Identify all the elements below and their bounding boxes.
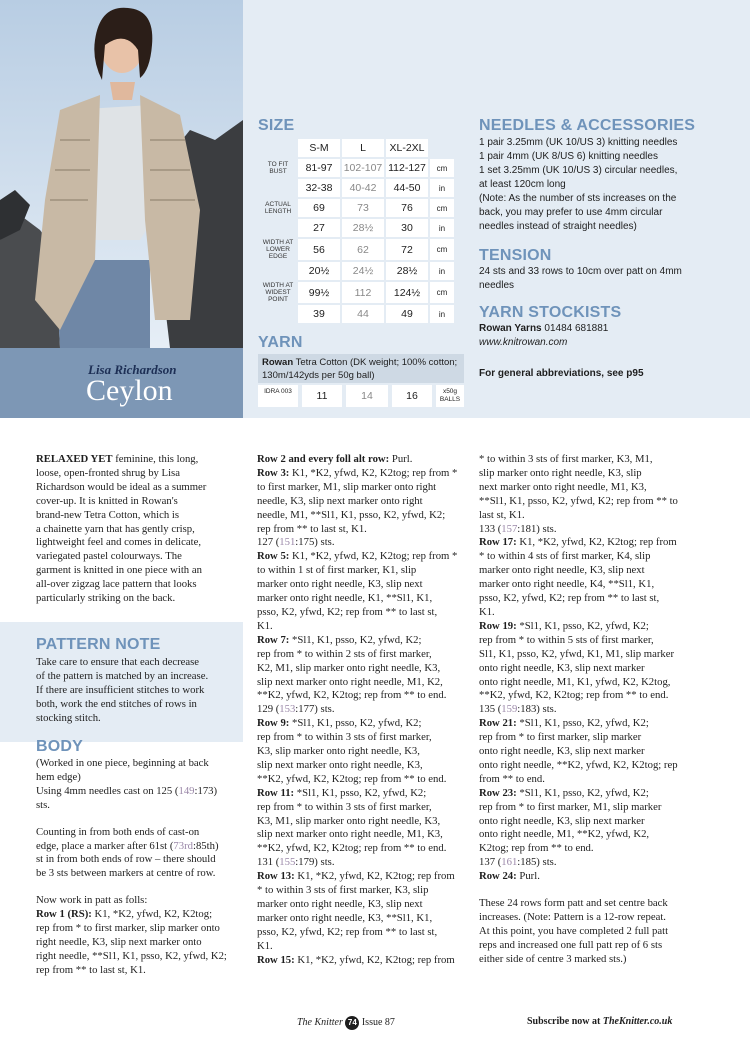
pattern-line [257,523,469,537]
size-l-value: 153 [279,703,296,716]
column-2 [257,453,469,968]
pattern-title: Ceylon [86,374,173,407]
pattern-text: next marker onto right needle, M1, K3, [479,480,647,493]
size-value: 99½ [298,282,340,303]
needles-heading: NEEDLES & ACCESSORIES [479,117,696,134]
size-l-value: 155 [279,856,296,869]
pattern-text: **K2, yfwd, K2, K2tog; rep from ** to end. [257,842,447,855]
size-l-value: 159 [501,703,518,716]
subscribe-text: Subscribe now at [527,1016,601,1027]
pattern-text: to first marker, M1, slip marker onto right [257,480,437,493]
pattern-text: 135 ( [479,703,502,716]
body-line: be 3 sts between markers at centre of row. [36,867,216,880]
pattern-text: rep from * to within 5 sts of first marker, [479,633,654,646]
size-value: 44-50 [386,179,428,197]
needles-line: needles instead of straight needles) [479,221,637,232]
unit: in [430,262,454,280]
pattern-text: *Sl1, K1, psso, K2, yfwd, K2; [289,633,422,646]
size-table [258,137,456,325]
pattern-line [257,954,469,968]
pattern-line [257,689,469,703]
pattern-text: K1. [257,939,273,952]
pattern-text: from ** to end. [479,772,545,785]
pattern-text: K3, M1, slip marker onto right needle, K3, [257,814,441,827]
footer-subscribe [527,1016,672,1027]
intro-line: particularly striking on the back. [36,592,176,605]
note-line: stocking stitch. [36,711,101,724]
pattern-text: *Sl1, K1, psso, K2, yfwd, K2; [516,619,649,632]
row-label: Row 7: [257,633,290,646]
size-value: 28½ [386,262,428,280]
pattern-line [257,801,469,815]
yarn-qty: 16 [392,385,432,407]
stockists-heading: YARN STOCKISTS [479,304,622,321]
size-value: 124½ [386,282,428,303]
row-label [260,305,296,323]
pattern-line [479,564,694,578]
pattern-line [479,787,694,801]
size-l-value: 73rd [173,839,193,852]
pattern-line [479,717,694,731]
pattern-line [479,606,694,620]
pattern-text: slip next marker onto right needle, M1, K2, [257,675,443,688]
size-value: 44 [342,305,384,323]
pattern-text: K3, slip marker onto right needle, K3, [257,745,420,758]
pattern-line [479,523,694,537]
pattern-text: onto right needle, K3, slip next marker [479,745,645,758]
pattern-text: rep from * to first marker, slip marker [479,731,642,744]
pattern-line [479,620,694,634]
stockist-phone: 01484 681881 [544,323,609,334]
pattern-text: K1, *K2, yfwd, K2, K2tog; rep from [294,953,455,966]
pattern-text: K1, *K2, yfwd, K2, K2tog; rep from [516,536,677,549]
pattern-text: *Sl1, K1, psso, K2, yfwd, K2; [516,786,649,799]
intro-line: cover-up. It is knitted in Rowan's [36,494,178,507]
body-line: K1, *K2, yfwd, K2, K2tog; [91,908,213,921]
pattern-text: rep from ** to last st, K1. [257,522,367,535]
pattern-text: :177) sts. [295,703,335,716]
pattern-line [257,759,469,773]
body-line: hem edge) [36,770,81,783]
pattern-text: slip next marker onto right needle, K3, [257,758,423,771]
pattern-line [479,648,694,662]
size-value: 32-38 [298,179,340,197]
unit: cm [430,282,454,303]
needles-line: 1 set 3.25mm (UK 10/US 3) circular needles, [479,165,678,176]
body-marker: :85th) [192,839,219,852]
pattern-text: Purl. [389,453,413,465]
pattern-line [479,745,694,759]
pattern-line [257,856,469,870]
pattern-text: onto right needle, M1, K1, yfwd, K2, K2tog, [479,675,671,688]
pattern-text: slip next marker onto right needle, M1, K3, [257,828,443,841]
pattern-line [257,662,469,676]
note-line: If there are insufficient stitches to work [36,683,205,696]
pattern-line [479,801,694,815]
row-label: Row 1 (RS): [36,908,92,921]
unit: in [430,305,454,323]
row-label: Row 17: [479,536,517,549]
pattern-line [479,953,694,967]
pattern-line [257,828,469,842]
pattern-text: onto right needle, M1, **K2, yfwd, K2, [479,828,650,841]
pattern-text: increases. (Note: Pattern is a 12-row repeat. [479,911,666,923]
size-value: 27 [298,219,340,237]
row-label: Row 15: [257,953,295,966]
pattern-text: either side of centre 3 marked sts.) [479,952,627,965]
unit: cm [430,159,454,177]
pattern-text: * to within 3 sts of first marker, K3, slip [257,884,429,897]
pattern-line [479,773,694,787]
body-line: right needle, **Sl1, K1, psso, K2, yfwd, K2; [36,949,227,962]
body-line: (Worked in one piece, beginning at back [36,757,209,769]
pattern-text: last st, K1. [479,508,525,521]
pattern-line [257,495,469,509]
pattern-text: 137 ( [479,856,502,869]
pattern-text: These 24 rows form patt and set centre back [479,897,668,910]
pattern-text: psso, K2, yfwd, K2; rep from ** to last st, [479,592,660,605]
size-value: 112-127 [386,159,428,177]
pattern-text: K1. [479,605,495,618]
site-link[interactable]: TheKnitter.co.uk [602,1016,673,1027]
magazine-name: The Knitter [297,1017,343,1028]
pattern-text: marker onto right needle, K3, slip next [257,898,423,910]
pattern-line [479,550,694,564]
row-label: WIDTH AT LOWER EDGE [262,239,294,260]
photo-illustration [0,0,243,348]
pattern-line [479,703,694,717]
pattern-line [257,634,469,648]
pattern-line [257,787,469,801]
pattern-text: 131 ( [257,856,280,869]
pattern-text: marker onto right needle, K4, **Sl1, K1, [479,578,655,591]
row-label: Row 2 and every foll alt row: [257,453,390,465]
row-label: Row 24: [479,870,517,883]
page-number: 74 [345,1016,359,1030]
pattern-line [257,606,469,620]
note-line: both, work the end stitches of rows in [36,697,197,710]
pattern-text: marker onto right needle, K3, slip next [479,564,645,577]
pattern-text: K2, M1, slip marker onto right needle, K3, [257,661,441,674]
size-header: S-M [298,139,340,157]
abbreviations-note: For general abbreviations, see p95 [479,368,644,379]
pattern-text: marker onto right needle, K3, slip next [257,578,423,591]
size-l-value: 151 [279,536,296,549]
pattern-text: :181) sts. [517,522,557,535]
pattern-line [257,815,469,829]
pattern-line [479,536,694,550]
body-line: st in from both ends of row – there should [36,853,216,866]
pattern-text: * to within 3 sts of first marker, K3, M1, [479,453,653,465]
intro-line: a chainette yarn that has gently crisp, [36,522,195,535]
pattern-text: 133 ( [479,522,502,535]
body-cast-on: :173) [194,784,218,797]
intro-line: all-over zigzag lace pattern that looks [36,578,197,591]
size-value: 40-42 [342,179,384,197]
row-label [260,179,296,197]
pattern-line [257,648,469,662]
tension-line: needles [479,280,515,291]
yarn-detail: Tetra Cotton (DK weight; 100% cotton; 130m/142yds per 50g ball) [262,357,458,381]
pattern-text: Sl1, K1, psso, K2, yfwd, K1, M1, slip marker [479,647,675,660]
size-value: 39 [298,305,340,323]
pattern-line [257,926,469,940]
pattern-line [479,453,694,467]
pattern-text: marker onto right needle, K1, **Sl1, K1, [257,592,433,605]
row-label: Row 19: [479,619,517,632]
pattern-line [257,620,469,634]
stockist-name: Rowan Yarns [479,323,542,334]
size-value: 62 [342,239,384,260]
needles-line: 1 pair 3.25mm (UK 10/US 3) knitting needles [479,137,678,148]
pattern-line [257,745,469,759]
pattern-note-text [36,656,242,726]
footer-magazine [297,1016,395,1030]
pattern-line [257,717,469,731]
pattern-line [257,453,469,467]
stockist-web[interactable]: www.knitrowan.com [479,337,568,348]
row-label: Row 13: [257,870,295,883]
body-heading: BODY [36,738,84,755]
size-value: 30 [386,219,428,237]
pattern-line [479,495,694,509]
unit: cm [430,239,454,260]
pattern-text: needle, M1, **Sl1, K1, psso, K2, yfwd, K2; [257,508,446,521]
pattern-line [479,467,694,481]
row-label [260,219,296,237]
pattern-text: * to within 4 sts of first marker, K4, slip [479,550,651,563]
pattern-line [257,467,469,481]
column-3 [479,453,694,967]
pattern-text: K2tog; rep from ** to end. [479,842,594,855]
pattern-line [257,912,469,926]
intro-text [36,453,242,606]
pattern-text: *Sl1, K1, psso, K2, yfwd, K2; [289,717,422,730]
pattern-line [257,731,469,745]
pattern-text: onto right needle, **K2, yfwd, K2, K2tog; rep [479,758,678,771]
intro-line: lightweight feel and comes in delicate, [36,536,202,549]
size-value: 112 [342,282,384,303]
size-value: 76 [386,199,428,217]
row-label: Row 23: [479,786,517,799]
issue-number: Issue 87 [361,1017,395,1028]
pattern-line [257,578,469,592]
size-value: 102-107 [342,159,384,177]
pattern-line [257,481,469,495]
pattern-text: :175) sts. [295,536,335,549]
pattern-line [257,676,469,690]
pattern-text: Purl. [516,870,540,883]
needles-list [479,136,677,234]
note-line: of the pattern is matched by an increase. [36,669,209,682]
pattern-text: :185) sts. [517,856,557,869]
unit: in [430,219,454,237]
tension-line: 24 sts and 33 rows to 10cm over patt on 4mm [479,266,682,277]
pattern-line [479,870,694,884]
row-label: TO FIT BUST [267,161,289,175]
pattern-line [257,940,469,954]
body-cast-on: Using 4mm needles cast on 125 ( [36,784,179,797]
size-header: XL-2XL [386,139,428,157]
size-value: 73 [342,199,384,217]
pattern-text: *Sl1, K1, psso, K2, yfwd, K2; [294,786,427,799]
tension-text [479,265,682,293]
body-line: rep from ** to last st, K1. [36,963,146,976]
size-l-value: 161 [501,856,518,869]
yarn-description [258,354,464,383]
size-heading: SIZE [258,117,295,134]
needles-line: (Note: As the number of sts increases on the [479,193,677,204]
pattern-line [257,842,469,856]
pattern-line [479,939,694,953]
pattern-line [257,536,469,550]
size-header: L [342,139,384,157]
size-value: 20½ [298,262,340,280]
yarn-unit: x50g BALLS [436,385,464,407]
intro-line: Richardson would be ideal as a summer [36,480,207,493]
pattern-text: At this point, you have completed 2 full patt [479,924,669,937]
pattern-text: K1. [257,619,273,632]
pattern-text: K1, *K2, yfwd, K2, K2tog; rep from [294,870,455,883]
pattern-line [479,842,694,856]
pattern-note-heading: PATTERN NOTE [36,636,161,653]
pattern-text: psso, K2, yfwd, K2; rep from ** to last st, [257,925,438,938]
pattern-line [257,870,469,884]
row-label: Row 21: [479,717,517,730]
pattern-line [479,634,694,648]
intro-lead: RELAXED YET [36,453,113,465]
intro-line: brand-new Tetra Cotton, which is [36,508,180,521]
size-value: 28½ [342,219,384,237]
pattern-line [257,564,469,578]
size-value: 49 [386,305,428,323]
needles-line: 1 pair 4mm (UK 8/US 6) knitting needles [479,151,658,162]
pattern-text: 127 ( [257,536,280,549]
row-label: Row 9: [257,717,290,730]
intro-line: loose, open-fronted shrug by Lisa [36,466,180,479]
size-value: 24½ [342,262,384,280]
designer-name: Lisa Richardson [88,362,177,377]
row-label [260,262,296,280]
pattern-line [479,578,694,592]
pattern-line [479,897,694,911]
pattern-text: psso, K2, yfwd, K2; rep from ** to last st, [257,605,438,618]
pattern-text: rep from * to within 3 sts of first marker, [257,800,432,813]
pattern-line [257,898,469,912]
pattern-text: onto right needle, K3, slip next marker [479,814,645,827]
needles-line: back, you may prefer to use 4mm circular [479,207,663,218]
tension-heading: TENSION [479,247,552,264]
pattern-text: rep from * to first marker, M1, slip marker [479,800,662,813]
pattern-text: K1, *K2, yfwd, K2, K2tog; rep from * [289,466,458,479]
stockists-info [479,322,644,381]
intro-line: variegated pastel colourways. The [36,550,182,563]
body-line: Counting in from both ends of cast-on [36,825,200,838]
yarn-heading: YARN [258,334,303,351]
pattern-text: **K2, yfwd, K2, K2tog; rep from ** to end. [479,689,669,702]
body-line: rep from * to first marker, slip marker onto [36,922,220,935]
row-label: Row 5: [257,550,290,563]
pattern-line [257,773,469,787]
body-line: sts. [36,798,50,811]
pattern-line [479,662,694,676]
pattern-text: :179) sts. [295,856,335,869]
row-label: WIDTH AT WIDEST POINT [262,282,294,303]
size-value: 69 [298,199,340,217]
yarn-qty: 11 [302,385,342,407]
yarn-brand: Rowan [262,357,294,368]
pattern-text: onto right needle, K3, slip next marker [479,661,645,674]
body-marker: edge, place a marker after 61st ( [36,839,174,852]
pattern-text: rep from * to within 2 sts of first marker, [257,647,432,660]
pattern-text: 129 ( [257,703,280,716]
pattern-line [479,676,694,690]
pattern-line [479,481,694,495]
pattern-line [479,689,694,703]
pattern-line [257,509,469,523]
body-text [36,757,246,978]
size-l-value: 149 [178,784,195,797]
yarn-shade: IDRA 003 [258,385,298,407]
pattern-text: slip marker onto right needle, K3, slip [479,466,642,479]
pattern-line [479,509,694,523]
pattern-line [479,592,694,606]
pattern-text: *Sl1, K1, psso, K2, yfwd, K2; [516,717,649,730]
pattern-line [257,703,469,717]
pattern-text: needle, K3, slip next marker onto right [257,494,423,507]
body-line: Now work in patt as folls: [36,894,148,907]
pattern-text: K1, *K2, yfwd, K2, K2tog; rep from * [289,550,458,563]
size-value: 56 [298,239,340,260]
row-label: ACTUAL LENGTH [264,201,292,215]
pattern-text: :183) sts. [517,703,557,716]
pattern-line [479,856,694,870]
size-value: 81-97 [298,159,340,177]
intro-line: feminine, this long, [112,453,199,465]
pattern-line [257,884,469,898]
pattern-line [479,828,694,842]
pattern-text: to within 1 st of first marker, K1, slip [257,564,417,577]
size-value: 72 [386,239,428,260]
unit: cm [430,199,454,217]
pattern-line [479,925,694,939]
pattern-text: **K2, yfwd, K2, K2tog; rep from ** to end. [257,772,447,785]
note-line: Take care to ensure that each decrease [36,656,200,668]
pattern-line [257,550,469,564]
pattern-text: rep from * to within 3 sts of first marker, [257,731,432,744]
size-l-value: 157 [501,522,518,535]
body-line: right needle, K3, slip next marker onto [36,935,202,948]
intro-line: garment is knitted in one piece with an [36,564,202,577]
pattern-line [479,815,694,829]
row-label: Row 3: [257,466,290,479]
pattern-text: marker onto right needle, K3, **Sl1, K1, [257,911,433,924]
unit: in [430,179,454,197]
pattern-line [479,731,694,745]
pattern-line [479,911,694,925]
row-label: Row 11: [257,786,295,799]
pattern-text: **K2, yfwd, K2, K2tog; rep from ** to end. [257,689,447,702]
pattern-line [479,759,694,773]
model-photo [0,0,243,348]
pattern-line [257,592,469,606]
pattern-text: reps and increased one full patt rep of 6 sts [479,938,663,951]
yarn-qty: 14 [346,385,388,407]
pattern-text: **Sl1, K1, psso, K2, yfwd, K2; rep from ** to [479,494,678,507]
needles-line: at least 120cm long [479,179,566,190]
